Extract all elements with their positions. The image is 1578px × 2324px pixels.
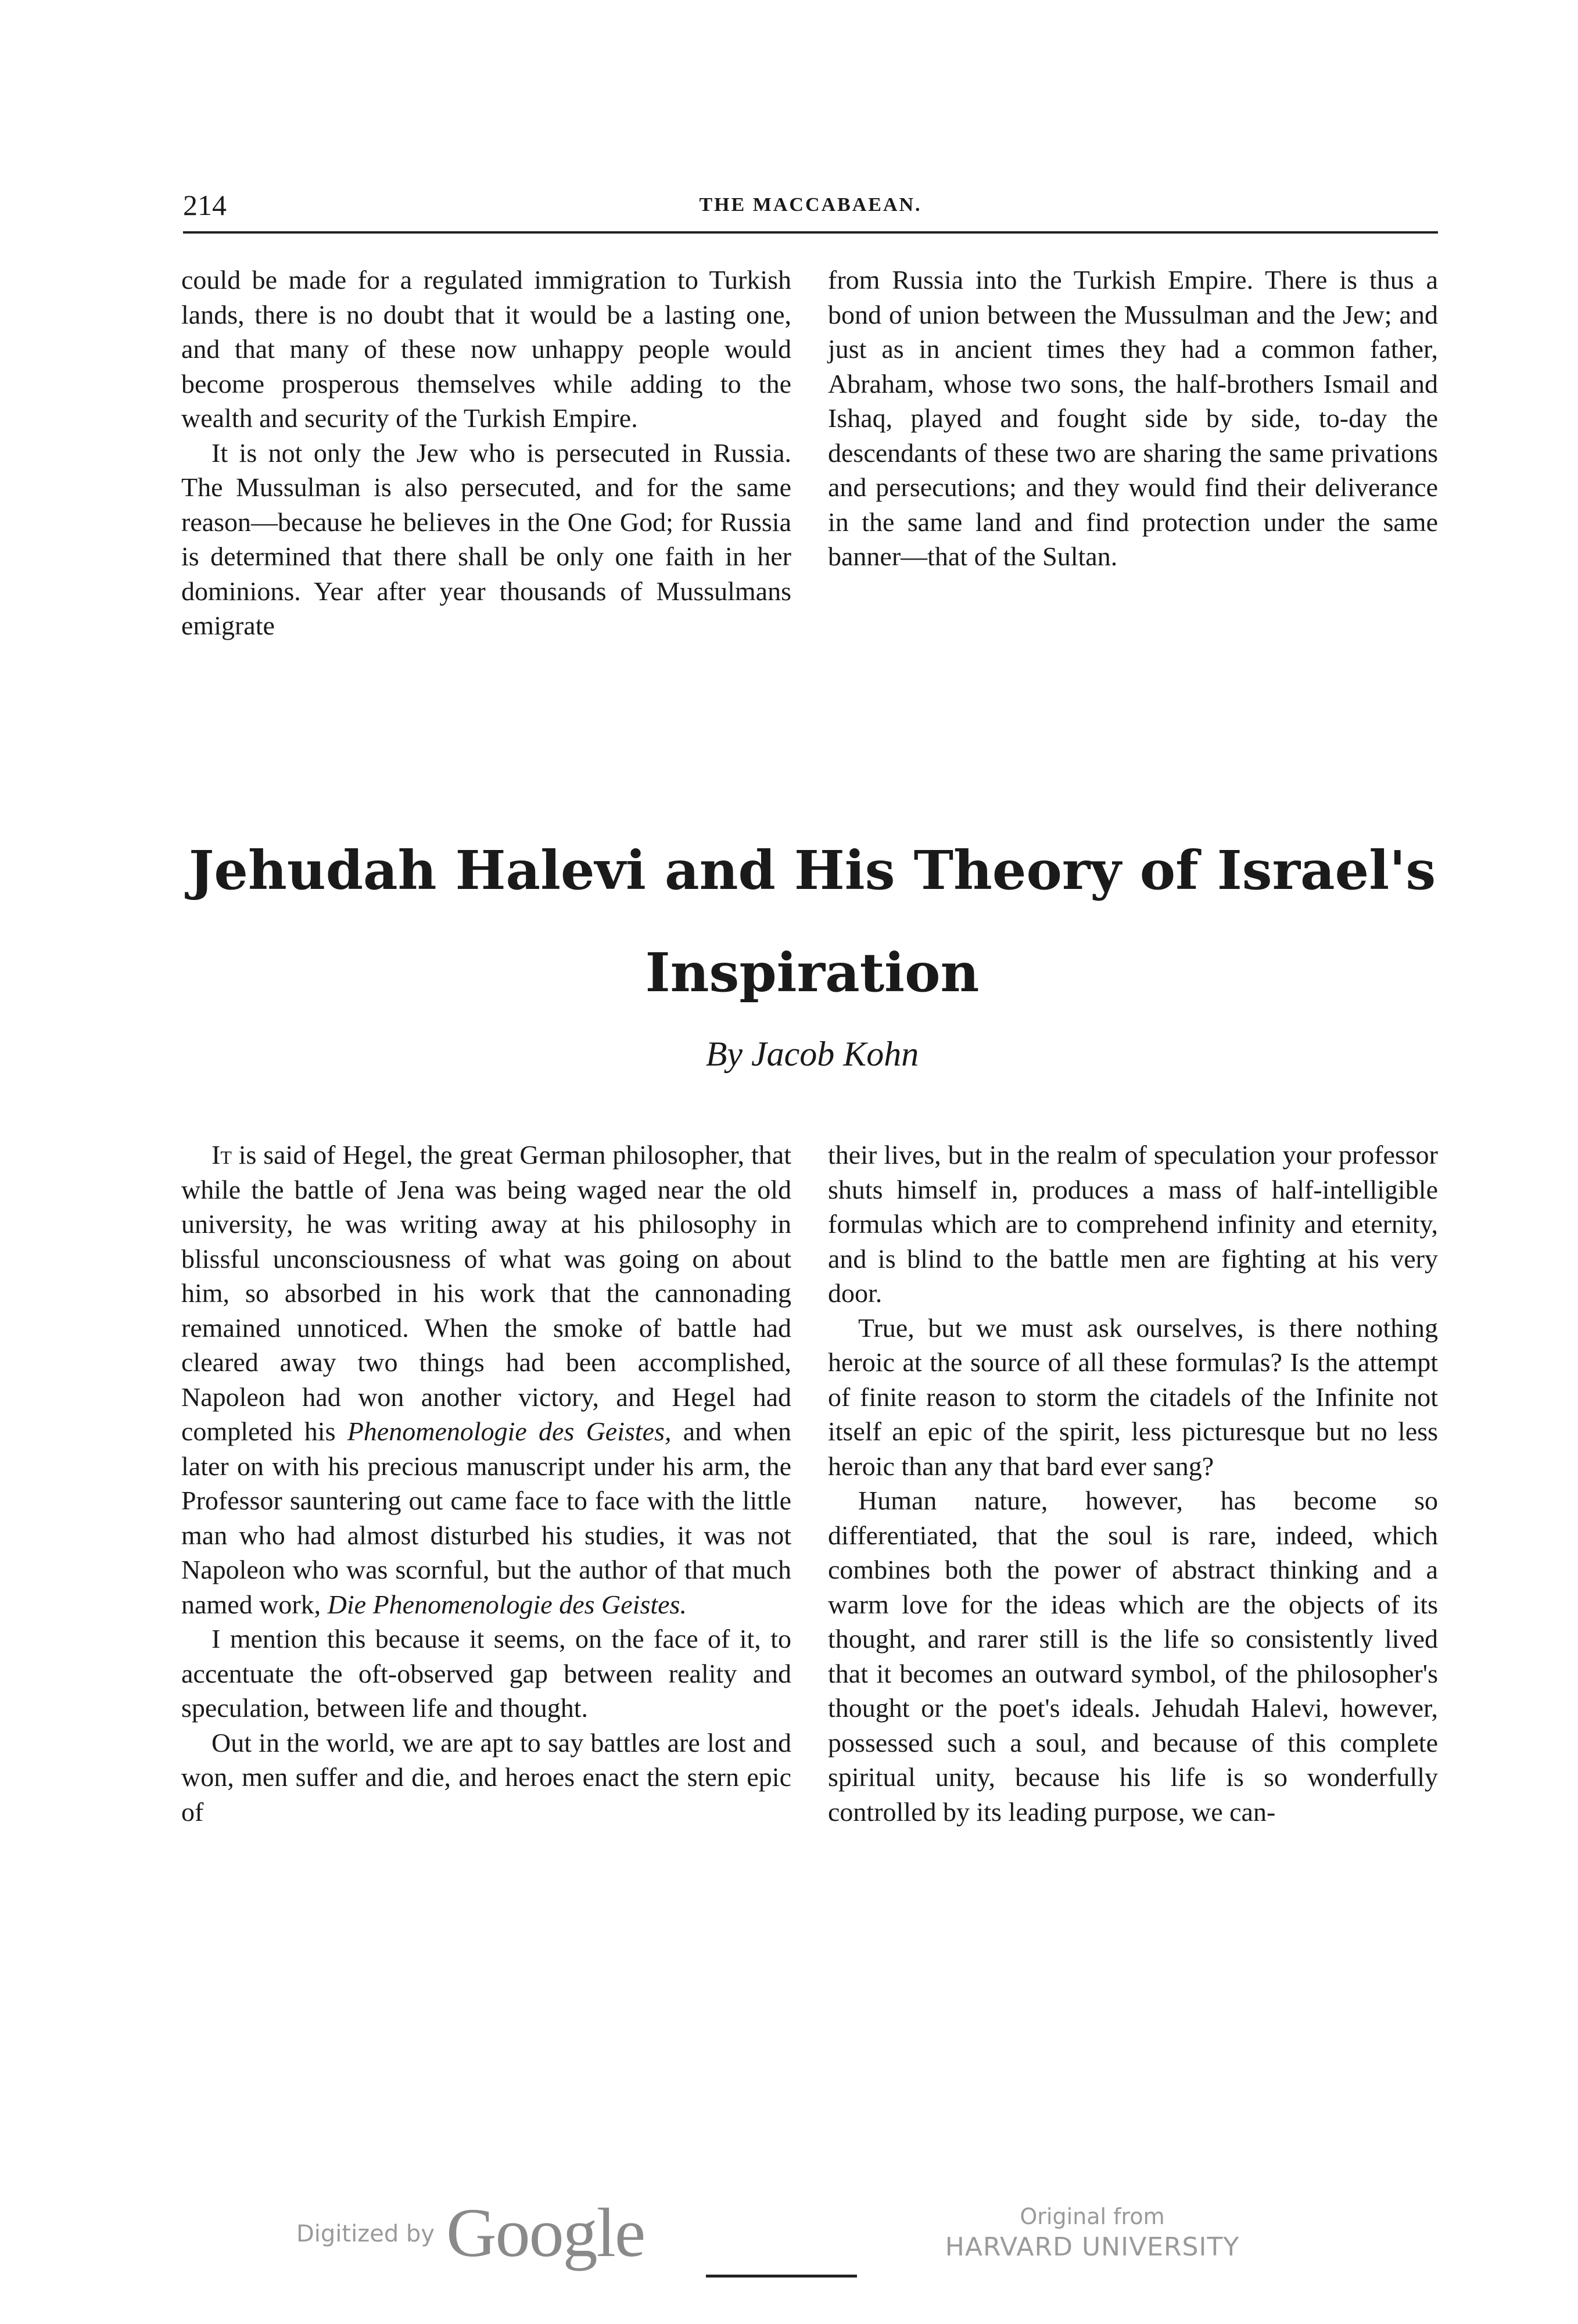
page-header	[183, 185, 1438, 234]
book-title: Die Phenomenologie des Geistes.	[327, 1589, 687, 1619]
article-left-column	[181, 1138, 791, 1829]
paragraph: True, but we must ask ourselves, is there nothing heroic at the source of all these formulas? Is the attempt of finite reason to storm the citadels of the Infinite not itself an epic of the spirit, less picturesque but no less heroic than any that bard ever sang?	[828, 1312, 1438, 1481]
article-title-line-1: Jehudah Halevi and His Theory of Israel's	[188, 839, 1436, 902]
digitized-by-google	[296, 2194, 657, 2271]
byline: By Jacob Kohn	[705, 1035, 919, 1073]
paragraph: their lives, but in the realm of speculation your professor shuts himself in, produces a mass of half-intelligible formulas which are to comprehend infinity and eternity, and is blind to the battle men are fighting at his very door.	[828, 1140, 1438, 1308]
institution-name: HARVARD UNIVERSITY	[945, 2232, 1240, 2262]
article-title	[174, 819, 1450, 1024]
paragraph: I mention this because it seems, on the face of it, to accentuate the oft-observed gap between reality and speculation, between life and thought.	[181, 1624, 791, 1723]
paragraph	[181, 1138, 791, 1622]
continued-text-left-column	[181, 263, 791, 643]
dropcap-word: It	[211, 1140, 232, 1170]
text-run: and when later on with his precious manuscript under his arm, the Professor sauntering out came face to face with the little man who had almost disturbed his studies, it was not Napoleon who was scornful, but the author of that much named work,	[181, 1416, 791, 1619]
text-run: is said of Hegel, the great German philosopher, that while the battle of Jena was being waged near the old university, he was writing away at his philosophy in blissful unconsciousness of what was going on about him, so absorbed in his work that the cannonading remained unnoticed. When the smoke of battle had cleared away two things had been accomplished, Napoleon had won another victory, and Hegel had completed his	[181, 1140, 791, 1446]
running-head: THE MACCABAEAN.	[699, 194, 922, 216]
page-number: 214	[183, 189, 227, 221]
article-title-line-2: Inspiration	[645, 941, 980, 1004]
original-from-harvard	[941, 2202, 1243, 2264]
scan-mark	[706, 2275, 857, 2278]
article-right-column	[828, 1138, 1438, 1829]
paragraph: It is not only the Jew who is persecuted in Russia. The Mussulman is also persecuted, and for the same reason—because he believes in the One God; for Russia is determined that there shall be only one faith in her dominions. Year after year thousands of Mussulmans emigrate	[181, 437, 791, 640]
paragraph: could be made for a regulated immigration to Turkish lands, there is no doubt that it would be a lasting one, and that many of these now unhappy people would become prosperous themselves while adding to the wealth and security of the Turkish Empire.	[181, 265, 791, 433]
paragraph: from Russia into the Turkish Empire. There is thus a bond of union between the Mussulman and the Jew; and just as in ancient times they had a common father, Abraham, whose two sons, the half-brothers Ismail and Ishaq, played and fought side by side, to-day the descendants of these two are sharing the same privations and persecutions; and they would find their deliverance in the same land and find protection under the same banner—that of the Sultan.	[828, 265, 1438, 571]
digitized-by-label: Digitized by	[296, 2221, 435, 2247]
paragraph: Out in the world, we are apt to say battles are lost and won, men suffer and die, and heroes enact the stern epic of	[181, 1727, 791, 1827]
original-from-label: Original from	[1020, 2204, 1165, 2229]
book-title: Phenomenologie des Geistes,	[347, 1416, 672, 1446]
continued-text-right-column	[828, 263, 1438, 574]
paragraph: Human nature, however, has become so differentiated, that the soul is rare, indeed, which combines both the power of abstract thinking and a warm love for the ideas which are the objects of its thought, and rarer still is the life so consistently lived that it becomes an outward symbol, of the philosopher's thought or the poet's ideals. Jehudah Halevi, however, possessed such a soul, and because of this complete spiritual unity, because his life is so wonderfully controlled by its leading purpose, we can-	[828, 1486, 1438, 1827]
google-logo: Google	[446, 2194, 645, 2271]
